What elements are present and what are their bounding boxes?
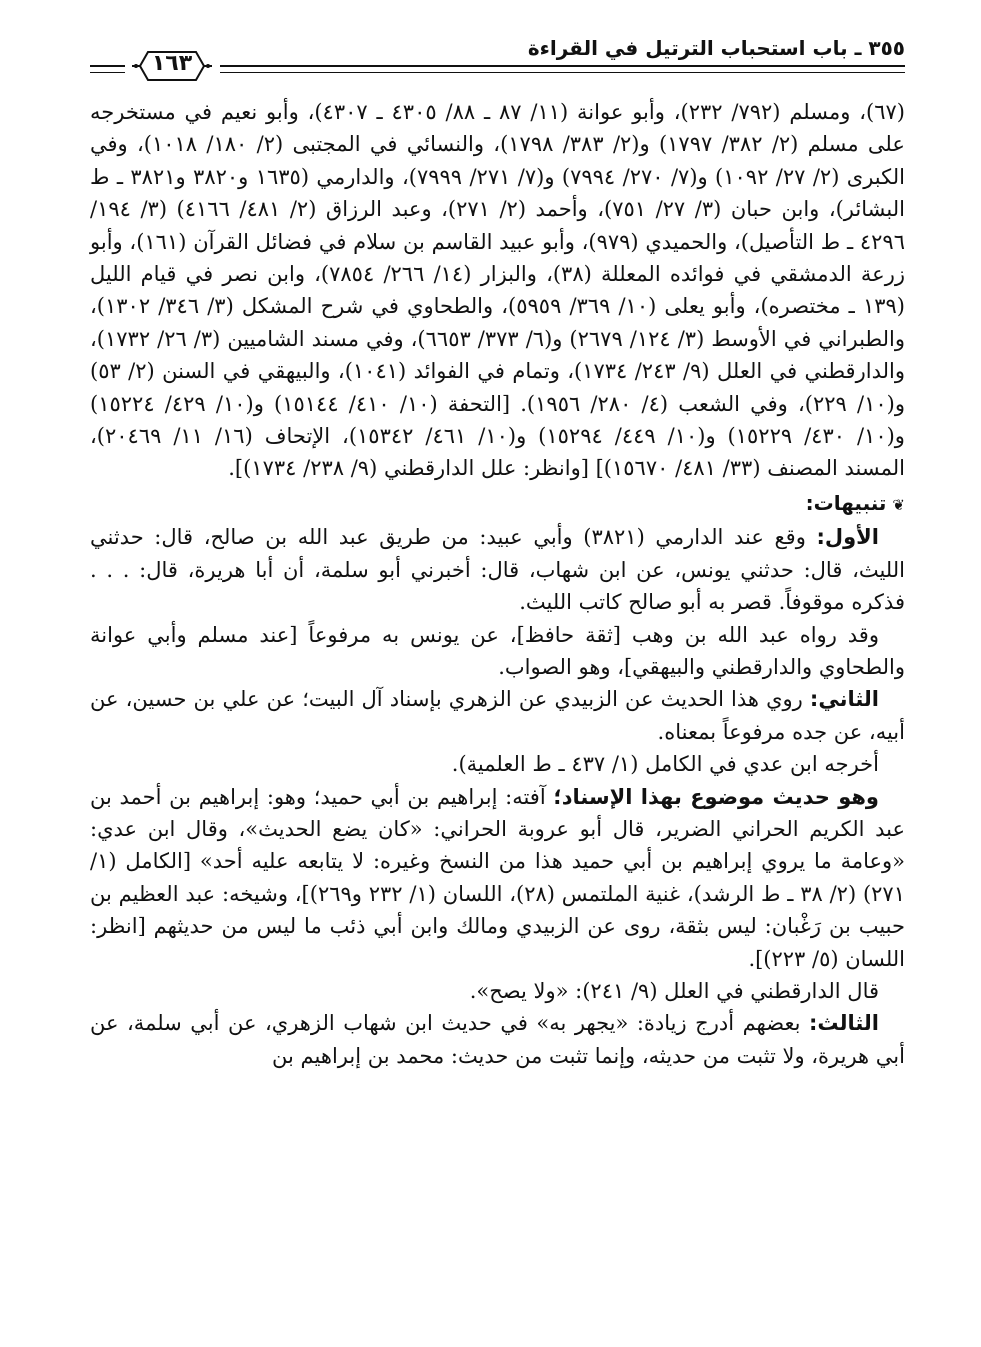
note-first-continued: وقد رواه عبد الله بن وهب [ثقة حافظ]، عن يونس به مرفوعاً [عند مسلم وأبي عوانة والطحاوي والدارقطني والبيهقي]، وهو الصواب. <box>90 622 905 679</box>
note-second-quote: قال الدارقطني في العلل (٩/ ٢٤١): «ولا يصح». <box>469 978 879 1003</box>
notes-heading <box>90 487 905 521</box>
page-header <box>90 30 905 90</box>
notes-heading-label: تنبيهات: <box>805 490 887 515</box>
note-second-verdict <box>90 781 905 975</box>
note-third <box>90 1007 905 1072</box>
references-paragraph: (٦٧)، ومسلم (٧٩٢/ ٢٣٢)، وأبو عوانة (١١/ ٨٧ ـ ٨٨/ ٤٣٠٥ ـ ٤٣٠٧)، وأبو نعيم في مستخرجه على مسلم (٢/ ٣٨٢/ ١٧٩٧) و(٢/ ٣٨٣/ ١٧٩٨)، والنسائي في المجتبى (٢/ ١٨٠/ ١٠١٨)، وفي الكبرى (٢/ ٢٧/ ١٠٩٢) و(٧/ ٢٧٠/ ٧٩٩٤) و(٧/ ٢٧١/ ٧٩٩٩)، والدارمي (١٦٣٥ و٣٨٢٠ و٣٨٢١ ـ ط البشائر)، وابن حبان (٣/ ٢٧/ ٧٥١)، وأحمد (٢/ ٢٧١)، وعبد الرزاق (٢/ ٤٨١/ ٤١٦٦) (٣/ ١٩٤/ ٤٢٩٦ ـ ط التأصيل)، والحميدي (٩٧٩)، وأبو عبيد القاسم بن سلام في فضائل القرآن (١٦١)، وأبو زرعة الدمشقي في فوائده المعللة (٣٨)، والبزار (١٤/ ٢٦٦/ ٧٨٥٤)، وابن نصر في قيام الليل (١٣٩ ـ مختصره)، وأبو يعلى (١٠/ ٣٦٩/ ٥٩٥٩)، والطحاوي في شرح المشكل (٣/ ٣٤٦/ ١٣٠٢)، والطبراني في الأوسط (٣/ ١٢٤/ ٢٦٧٩) و(٦/ ٣٧٣/ ٦٦٥٣)، وفي مسند الشاميين (٣/ ٢٦/ ١٧٣٢)، والدارقطني في العلل (٩/ ٢٤٣/ ١٧٣٤)، وتمام في الفوائد (١٠٤١)، والبيهقي في السنن (٢/ ٥٣) و(١٠/ ٢٢٩)، وفي الشعب (٤/ ٢٨٠/ ١٩٥٦). [التحفة (١٠/ ٤١٠/ ١٥١٤٤) و(١٠/ ٤٢٩/ ١٥٢٢٤) و(١٠/ ٤٣٠/ ١٥٢٢٩) و(١٠/ ٤٤٩/ ١٥٢٩٤) و(١٠/ ٤٦١/ ١٥٣٤٢)، الإتحاف (١٦/ ١١/ ٢٠٤٦٩)، المسند المصنف (٣٣/ ٤٨١/ ١٥٦٧٠)] [وانظر: علل الدارقطني (٩/ ٢٣٨/ ١٧٣٤)]. <box>90 100 906 481</box>
note-second <box>90 683 905 748</box>
note-second-verdict-text: آفته: إبراهيم بن أبي حميد؛ وهو: إبراهيم بن أحمد بن عبد الكريم الحراني الضرير، قال أبو عروبة الحراني: «كان يضع الحديث»، وقال ابن عدي: «وعامة ما يروي إبراهيم بن أبي حميد هذا من النسخ وغيره: لا يتابعه عليه أحد» [الكامل (١/ ٢٧١) (٢/ ٣٨ ـ ط الرشد)، غنية الملتمس (٢٨)، اللسان (١/ ٢٣٢ و٢٦٩)]، وشيخه: عبد العظيم بن حبيب بن رَغْبان: ليس بثقة، روى عن الزبيدي ومالك وابن أبي ذئب ما ليس من حديثهم [انظر: اللسان (٥/ ٢٢٣)]. <box>90 784 905 971</box>
note-first <box>90 521 905 618</box>
note-first-lead: الأول: <box>816 525 879 550</box>
chapter-title: ٣٥٥ ـ باب استحباب الترتيل في القراءة <box>527 36 905 60</box>
header-rule-end <box>90 65 125 73</box>
page-body <box>90 96 905 1072</box>
note-second-verdict-lead: وهو حديث موضوع بهذا الإسناد؛ <box>553 784 879 809</box>
note-third-lead: الثالث: <box>808 1011 879 1036</box>
page-number: ١٦٣ <box>151 51 193 76</box>
note-third-text: بعضهم أدرج زيادة: «يجهر به» في حديث ابن شهاب الزهري، عن أبي سلمة، عن أبي هريرة، ولا تثبت من حديثه، وإنما تثبت من حديث: محمد بن إبراهيم بن <box>90 1011 905 1068</box>
book-page <box>90 30 905 1330</box>
note-second-text: روي هذا الحديث عن الزبيدي عن الزهري بإسناد آل البيت؛ عن علي بن حسين، عن أبيه، عن جده مرفوعاً بمعناه. <box>90 687 905 744</box>
leaf-ornament-icon: ❦ <box>892 495 905 514</box>
note-second-lead: الثاني: <box>809 687 879 712</box>
header-rule <box>220 65 905 73</box>
page-number-badge <box>130 48 214 84</box>
note-first-text: وقع عند الدارمي (٣٨٢١) وأبي عبيد: من طريق عبد الله بن صالح، قال: حدثني الليث، قال: حدثني يونس، عن ابن شهاب، قال: أخبرني أبو سلمة، أن أبا هريرة، قال: . . . فذكره موقوفاً. قصر به أبو صالح كاتب الليث. <box>90 525 905 615</box>
note-second-source: أخرجه ابن عدي في الكامل (١/ ٤٣٧ ـ ط العلمية). <box>451 752 879 777</box>
